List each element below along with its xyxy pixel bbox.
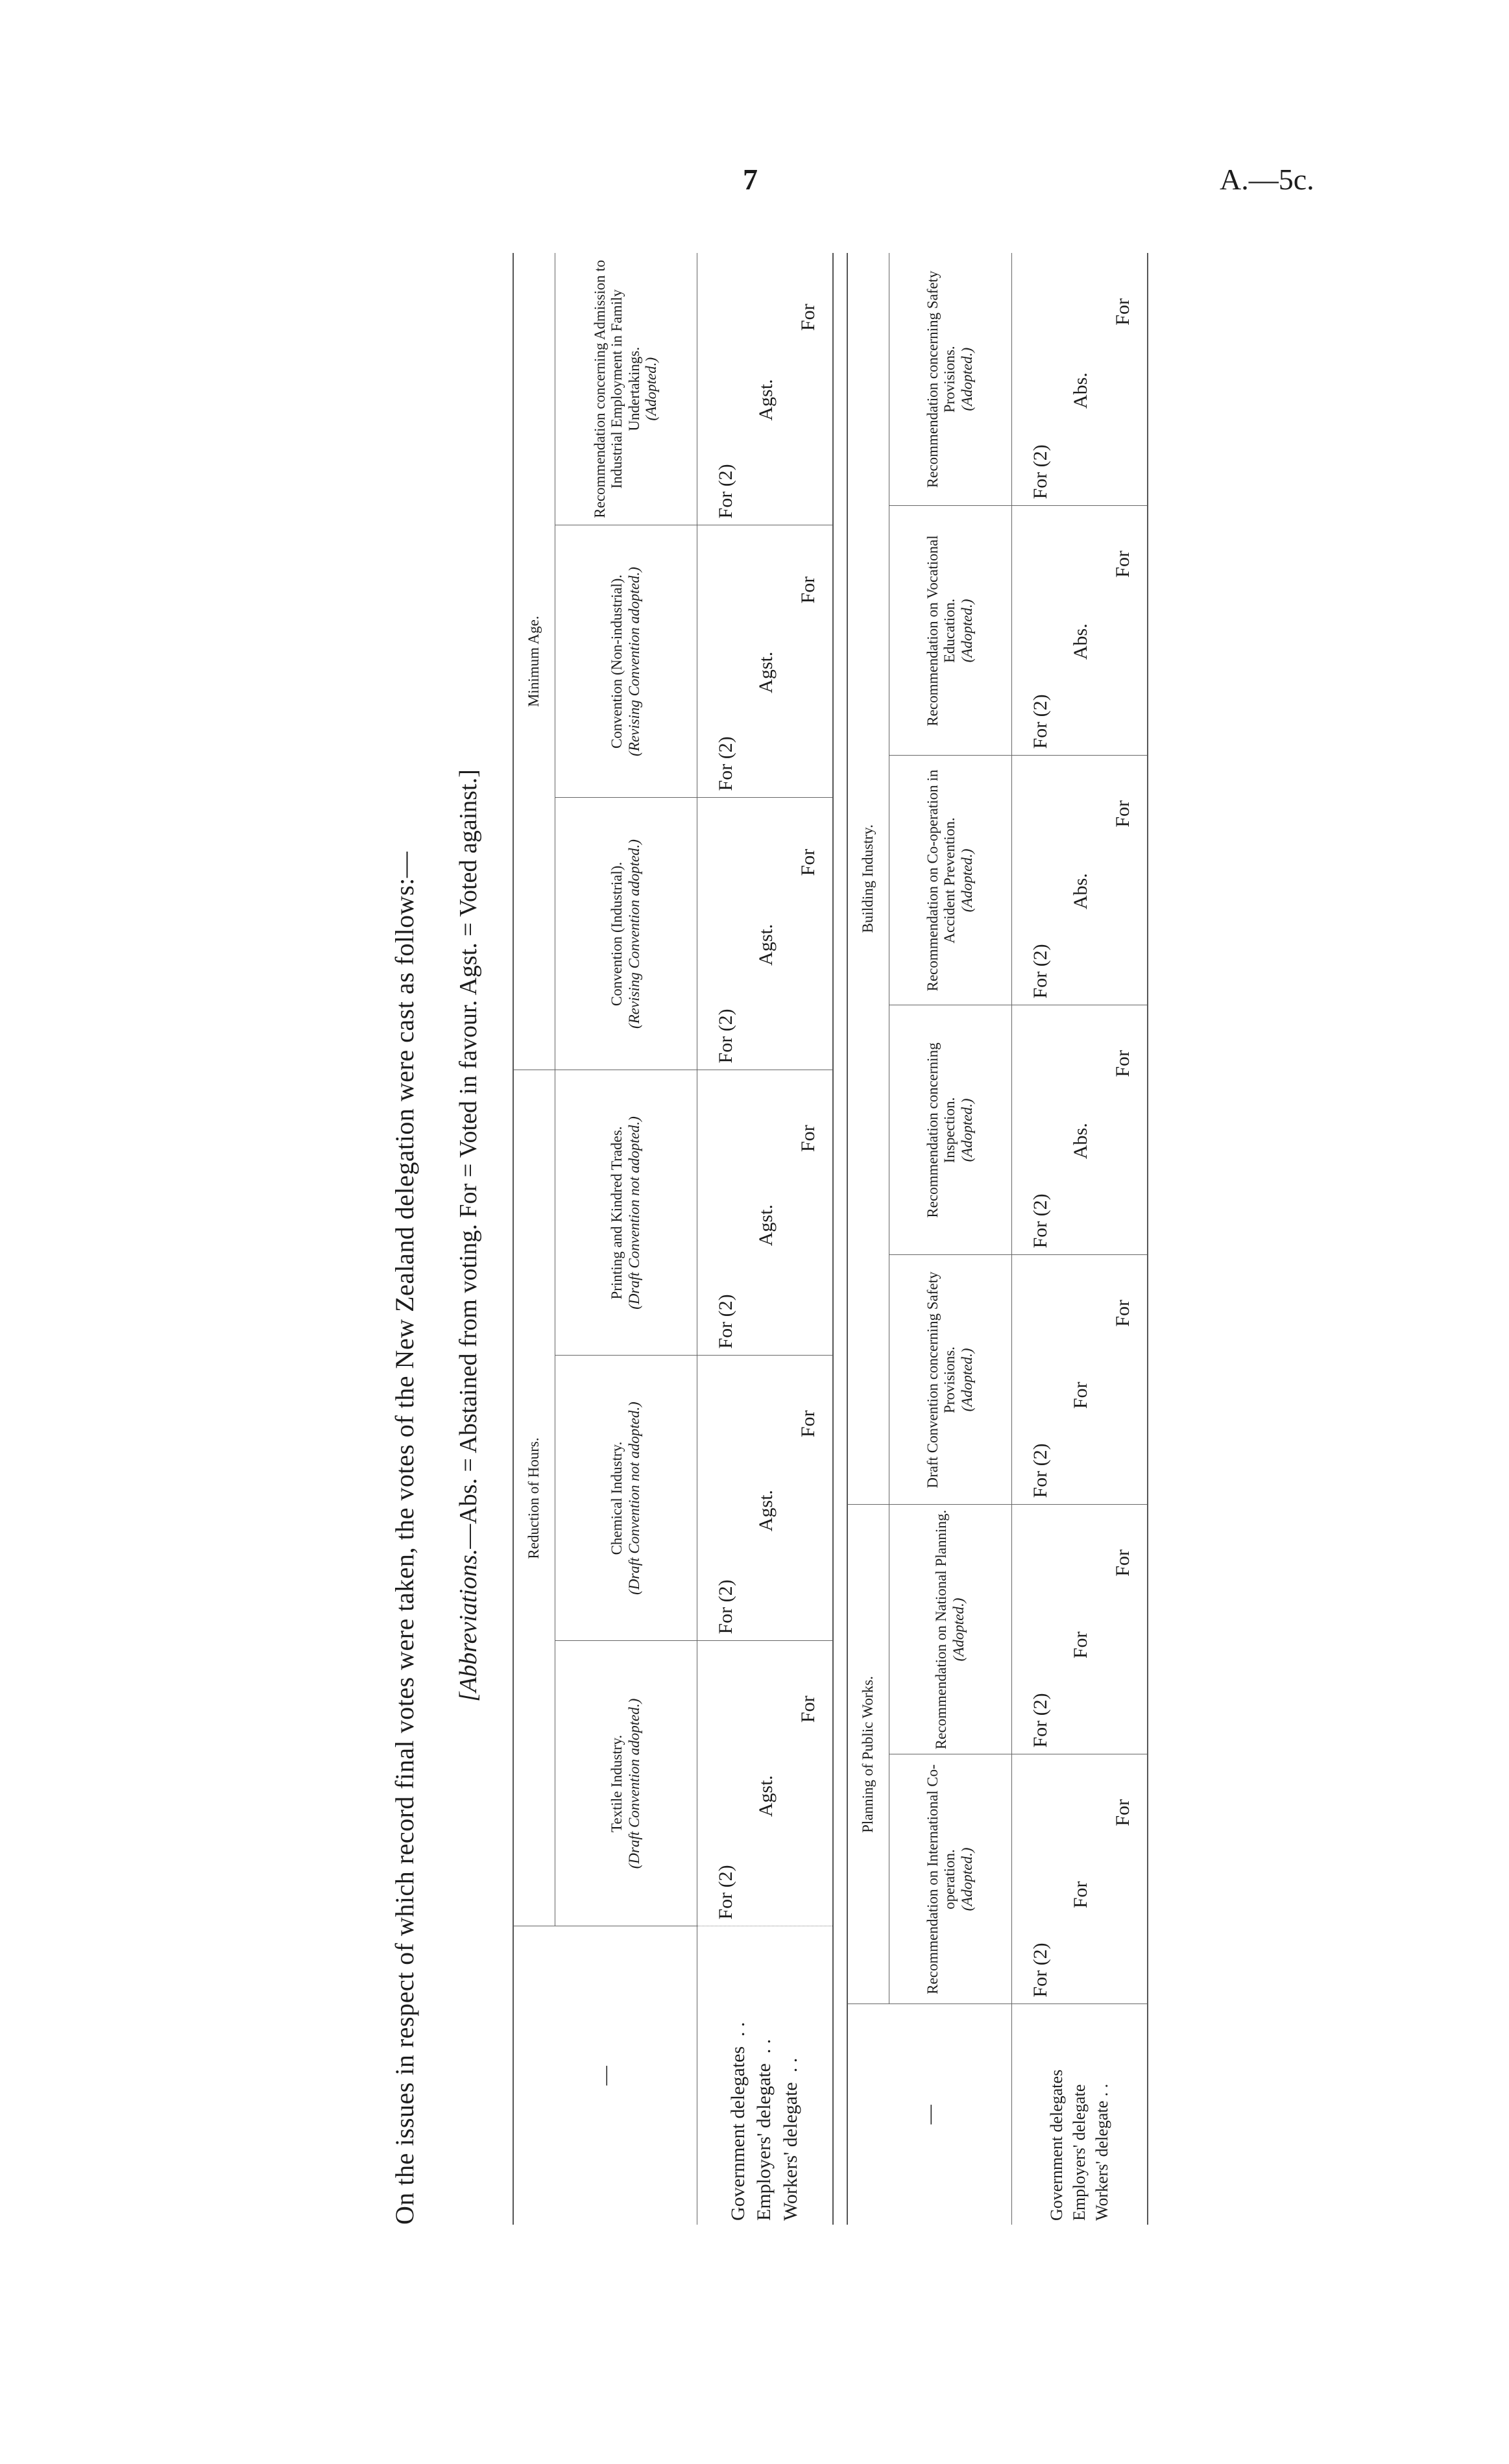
table1-stub-header: — — [513, 1926, 697, 2225]
col-header-accident-prevention: Recommendation on Co-operation in Accident Prevention. (Adopted.) — [889, 756, 1011, 1005]
col-header-printing: Printing and Kindred Trades. (Draft Convention not adopted.) — [555, 1070, 697, 1356]
abbreviations-label: [Abbreviations. — [455, 1548, 482, 1702]
col-header-draft-safety-provisions: Draft Convention concerning Safety Provisions. (Adopted.) — [889, 1255, 1011, 1505]
votes-table-reduction-minimum-age — [513, 253, 834, 2225]
votes-chemical: For (2) Agst. For — [697, 1356, 833, 1641]
group-building-industry: Building Industry. — [847, 253, 889, 1505]
table2-stub-header: — — [847, 2004, 1011, 2225]
label-employers: Employers' delegate — [1069, 2084, 1089, 2221]
col-header-international-cooperation: Recommendation on International Co-operation. (Adopted.) — [889, 1754, 1011, 2004]
votes-textile: For (2) Agst. For — [697, 1641, 833, 1926]
col-header-industrial: Convention (Industrial). (Revising Convention adopted.) — [555, 798, 697, 1070]
votes-draft-safety-provisions: For (2) For For — [1011, 1255, 1148, 1505]
label-employers: Employers' delegate — [753, 2063, 775, 2221]
col-header-inspection: Recommendation concerning Inspection. (Adopted.) — [889, 1005, 1011, 1255]
col-header-safety-provisions-rec: Recommendation concerning Safety Provisions. (Adopted.) — [889, 253, 1011, 506]
votes-national-planning: For (2) For For — [1011, 1505, 1148, 1754]
votes-industrial: For (2) Agst. For — [697, 798, 833, 1070]
col-header-vocational-education: Recommendation on Vocational Education. (Adopted.) — [889, 506, 1011, 756]
col-header-chemical: Chemical Industry. (Draft Convention not adopted.) — [555, 1356, 697, 1641]
votes-international-cooperation: For (2) For For — [1011, 1754, 1148, 2004]
col-header-non-industrial: Convention (Non-industrial). (Revising Convention adopted.) — [555, 525, 697, 798]
votes-non-industrial: For (2) Agst. For — [697, 525, 833, 798]
label-government: Government delegates — [727, 2046, 749, 2221]
col-header-national-planning: Recommendation on National Planning. (Adopted.) — [889, 1505, 1011, 1754]
group-planning-public-works: Planning of Public Works. — [847, 1505, 889, 2004]
row-labels: Government delegates . . Employers' delegate . . Workers' delegate . . — [727, 2022, 801, 2221]
row-labels-table2: Government delegates Employers' delegate Workers' delegate . . — [1046, 2069, 1112, 2221]
votes-accident-prevention: For (2) Abs. For — [1011, 756, 1148, 1005]
votes-safety-provisions-rec: For (2) Abs. For — [1011, 253, 1148, 506]
votes-printing: For (2) Agst. For — [697, 1070, 833, 1356]
label-workers: Workers' delegate — [779, 2082, 801, 2221]
intro-text: On the issues in respect of which record final votes were taken, the votes of the New Zealand delegation were cast as follows:— — [390, 851, 419, 2225]
group-reduction-of-hours: Reduction of Hours. — [513, 1070, 555, 1926]
document-reference: A.—5c. — [1220, 163, 1314, 196]
rotated-content — [389, 246, 1200, 2225]
col-header-family-undertakings: Recommendation concerning Admission to Industrial Employment in Family Undertakings. (Adopted.) — [555, 253, 697, 525]
page-number: 7 — [743, 163, 758, 196]
votes-vocational-education: For (2) Abs. For — [1011, 506, 1148, 756]
votes-inspection: For (2) Abs. For — [1011, 1005, 1148, 1255]
abbreviations-note — [454, 246, 483, 2225]
votes-family-undertakings: For (2) Agst. For — [697, 253, 833, 525]
abbreviations-text: —Abs. = Abstained from voting. For = Voted in favour. Agst. = Voted against.] — [455, 769, 482, 1549]
col-header-textile: Textile Industry. (Draft Convention adopted.) — [555, 1641, 697, 1926]
votes-table-public-works-building — [847, 253, 1148, 2225]
label-government: Government delegates — [1046, 2069, 1066, 2221]
label-workers: Workers' delegate — [1093, 2100, 1112, 2221]
group-minimum-age: Minimum Age. — [513, 253, 555, 1070]
